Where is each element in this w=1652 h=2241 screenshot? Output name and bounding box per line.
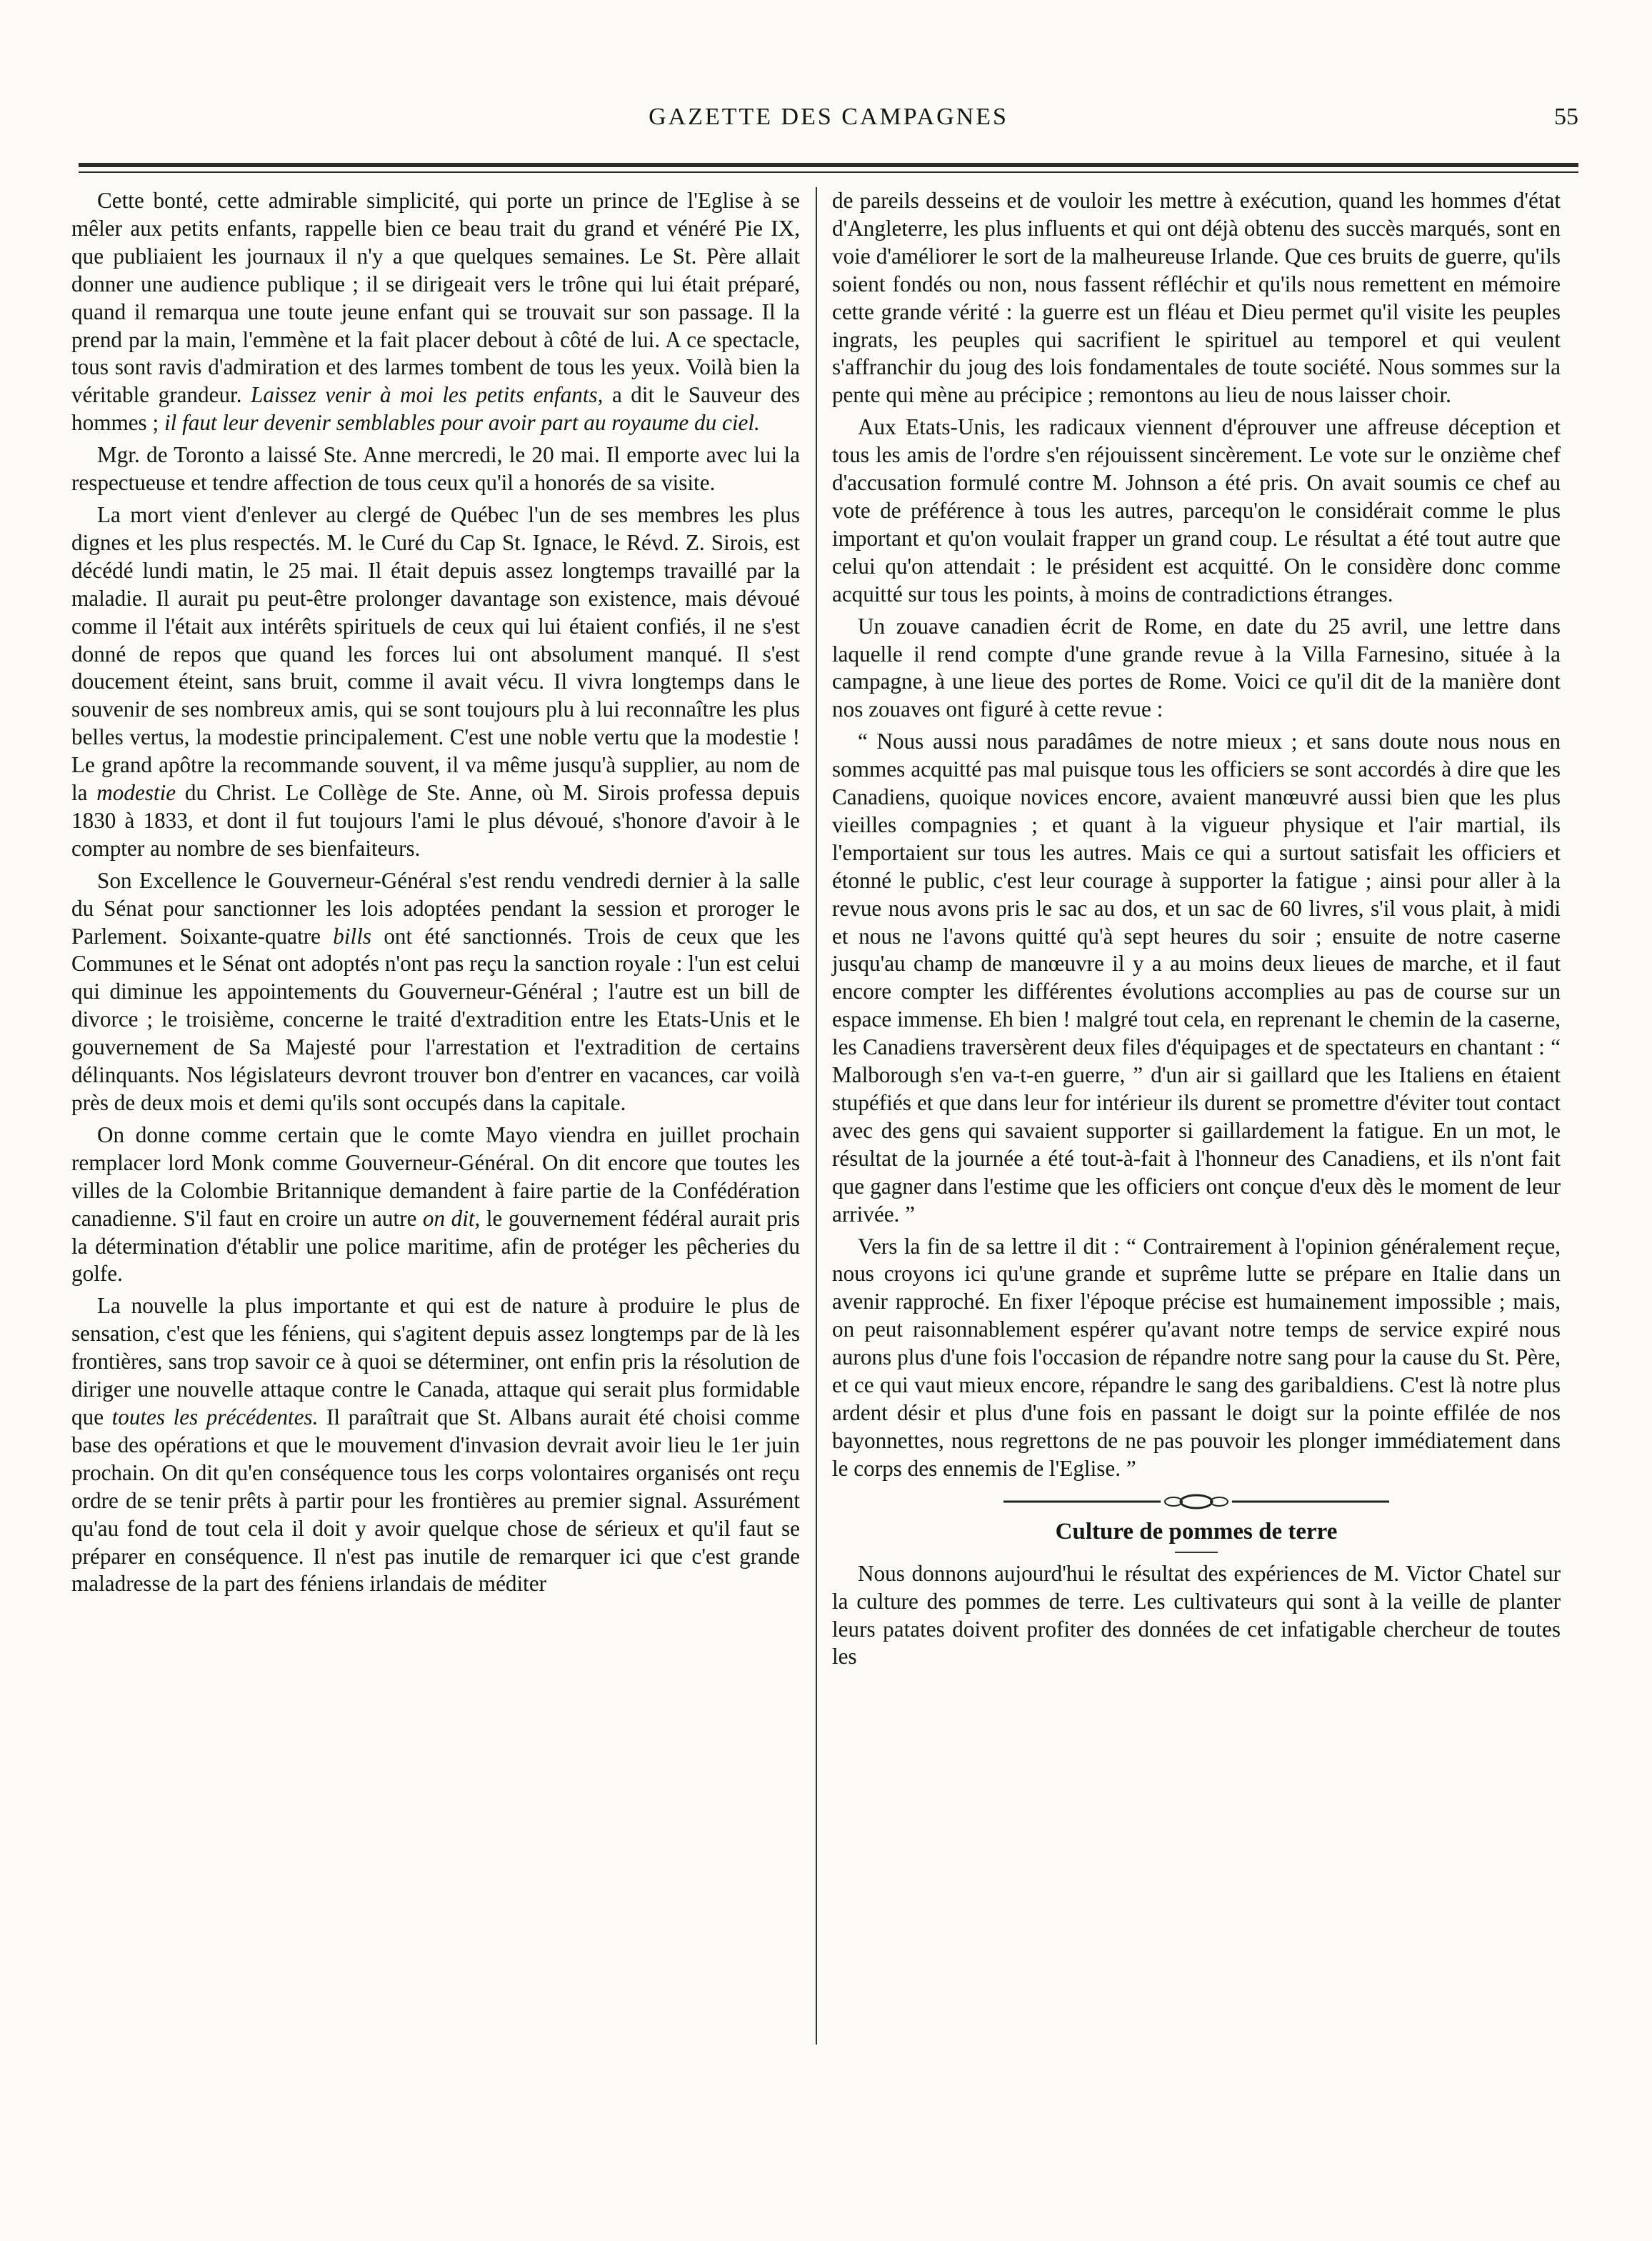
article-paragraph (832, 728, 1561, 1228)
article-paragraph (71, 441, 800, 497)
paragraph-text: Il paraîtrait que St. Albans aurait été choisi comme base des opérations et que le mouvement d'invasion devrait avoir lieu le 1er juin prochain. On dit qu'en conséquence tous les corps volontaires organisés ont reçu ordre de se tenir prêts à partir pour les frontières au premier signal. Assurément qu'au fond de tout cela il doit y avoir quelque chose de sérieux et qu'il faut se préparer en conséquence. Il n'est pas inutile de remarquer ici que c'est grande maladresse de la part des féniens irlandais de méditer (71, 1404, 800, 1597)
article-paragraph (832, 187, 1561, 409)
paragraph-text: Un zouave canadien écrit de Rome, en date du 25 avril, une lettre dans laquelle il rend compte d'une grande revue à la Villa Farnesino, située à la campagne, à une lieue des portes de Rome. Voici ce qu'il dit de la manière dont nos zouaves ont figuré à cette revue : (832, 613, 1561, 722)
article-paragraph (71, 187, 800, 437)
section-title-rule (1175, 1552, 1218, 1553)
paragraph-text: La mort vient d'enlever au clergé de Québec l'un de ses membres les plus dignes et les plus respectés. M. le Curé du Cap St. Ignace, le Révd. Z. Sirois, est décédé lundi matin, le 25 mai. Il était depuis assez longtemps travaillé par la maladie. Il aurait pu peut-être prolonger davantage son existence, mais dévoué comme il l'était aux intérêts spirituels de ceux qui lui étaient confiés, il ne s'est donné de repos que quand les forces lui ont absolument manqué. Il s'est doucement éteint, sans bruit, comme il avait vécu. Il vivra longtemps dans le souvenir de ses nombreux amis, qui se sont toujours plu à lui reconnaître les plus belles vertus, la modestie principalement. C'est une noble vertu que la modestie ! Le grand apôtre la recommande souvent, il va même jusqu'à supplier, au nom de la (71, 501, 800, 806)
article-paragraph (832, 414, 1561, 608)
paragraph-text: ont été sanctionnés. Trois de ceux que les Communes et le Sénat ont adoptés n'ont pas reçu la sanction royale : l'un est celui qui diminue les appointements du Gouverneur-Général ; l'autre est un bill de divorce ; le troisième, concerne le traité d'extradition entre les Etats-Unis et le gouvernement de Sa Majesté pour l'arrestation et l'extradition de certains délinquants. Nos législateurs devront trouver bon d'entrer en vacances, car voilà près de deux mois et demi qu'ils sont occupés dans la capitale. (71, 923, 801, 1115)
article-paragraph (71, 501, 800, 863)
paragraph-text: “ Nous aussi nous paradâmes de notre mieux ; et sans doute nous nous en sommes acquitté pas mal puisque tous les officiers se sont accordés à dire que les Canadiens, quoique novices encore, avaient manœuvré aussi bien que les plus vieilles compagnies ; et quant à la vigueur physique et l'air martial, ils l'emportaient sur tous les autres. Mais ce qui a surtout satisfait les officiers et étonné le public, c'est leur courage à supporter la fatigue ; ainsi pour aller à la revue nous avons pris le sac au dos, et un sac de 60 livres, s'il vous plait, à midi et nous ne l'avons quitté qu'à sept heures du soir ; ensuite de notre caserne jusqu'au champ de manœuvre il y a au moins deux lieues de marche, et il faut encore compter les différentes évolutions accomplies au pas de course sur un espace immense. Eh bien ! malgré tout cela, en reprenant le chemin de la caserne, les Canadiens traversèrent deux files d'équipages et de spectateurs en chantant : “ Malborough s'en va-t-en guerre, ” d'un air si gaillard que les Italiens en étaient stupéfiés et que dans leur for intérieur ils durent se promettre d'éviter tout contact avec des gens qui savaient supporter si gaillardement la fatigue. En un mot, le résultat de la journée a été tout-à-fait à l'honneur des Canadiens, et ils n'ont fait que gagner dans l'estime que les officiers ont conçue d'eux dès le moment de leur arrivée. ” (832, 729, 1561, 1227)
header-rule-thick (79, 163, 1578, 167)
section-title: Culture de pommes de terre (1055, 1518, 1338, 1544)
emphasis-text: bills (333, 923, 372, 949)
article-paragraph (71, 867, 800, 1117)
page-header (79, 104, 1578, 146)
running-title: GAZETTE DES CAMPAGNES (649, 104, 1008, 130)
scripture-quote: Laissez venir à moi les petits enfants, (251, 382, 604, 408)
paragraph-text: Mgr. de Toronto a laissé Ste. Anne mercredi, le 20 mai. Il emporte avec lui la respectueuse et tendre affection de tous ceux qu'il a honorés de sa visite. (71, 442, 800, 496)
right-column (832, 187, 1561, 1671)
paragraph-text: Nous donnons aujourd'hui le résultat des expériences de M. Victor Chatel sur la culture des pommes de terre. Les cultivateurs qui sont à la veille de planter leurs patates doivent profiter des données de cet infatigable chercheur de toutes les (832, 1560, 1561, 1669)
emphasis-text: modestie (96, 780, 176, 806)
paragraph-text: le gouvernement fédéral aurait pris la détermination d'établir une police maritime, afin de protéger les pêcheries du golfe. (71, 1205, 801, 1287)
paragraph-text: de pareils desseins et de vouloir les mettre à exécution, quand les hommes d'état d'Angleterre, les plus influents et qui ont déjà obtenu des succès marqués, sont en voie d'améliorer le sort de la malheureuse Irlande. Que ces bruits de guerre, qu'ils soient fondés ou non, nous fassent réfléchir et qu'ils nous remettent en mémoire cette grande vérité : la guerre est un fléau et Dieu permet qu'il visite les peuples ingrats, les peuples qui sacrifient le spirituel au temporel et qui veulent s'affranchir du joug des lois fondamentales de toute société. Nous sommes sur la pente qui mène au précipice ; remontons au lieu de nous laisser choir. (832, 188, 1561, 408)
paragraph-text: Son Excellence le Gouverneur-Général s'est rendu vendredi dernier à la salle du Sénat pour sanctionner les lois adoptées pendant la session et proroger le Parlement. Soixante-quatre (71, 867, 800, 949)
paragraph-text: Vers la fin de sa lettre il dit : “ Contrairement à l'opinion généralement reçue, nous croyons ici qu'une grande et suprême lutte se prépare en Italie dans un avenir rapproché. En fixer l'époque précise est humainement impossible ; mais, on peut raisonnablement espérer qu'avant notre temps de service expiré nous aurons plus d'une fois l'occasion de répandre notre sang pour la cause du St. Père, et ce qui vaut mieux encore, répandre le sang des garibaldiens. C'est là notre plus ardent désir et plus d'une fois en passant le doigt sur la pointe effilée de nos bayonnettes, nous regrettons de ne pas pouvoir les plonger immédiatement dans le corps des ennemis de l'Eglise. ” (832, 1233, 1561, 1481)
paragraph-text: Aux Etats-Unis, les radicaux viennent d'éprouver une affreuse déception et tous les amis de l'ordre s'en réjouissent sincèrement. Le vote sur le onzième chef d'accusation formulé contre M. Johnson a été pris. On avait soumis ce chef au vote de préférence à tous les autres, parcequ'on le considérait comme le plus important et qu'on voulait frapper un grand coup. Le résultat a été tout autre que celui qu'on attendait : le président est acquitté. On le considère donc comme acquitté sur tous les points, à moins de contradictions étranges. (832, 414, 1561, 607)
article-paragraph (71, 1122, 800, 1288)
article-paragraph (71, 1292, 800, 1598)
paragraph-text: La nouvelle la plus importante et qui est de nature à produire le plus de sensation, c'est que les féniens, qui s'agitent depuis assez longtemps par de là les frontières, sans trop savoir ce à quoi se déterminer, ont enfin pris la résolution de diriger une nouvelle attaque contre le Canada, attaque qui serait plus formidable que (71, 1293, 800, 1429)
page-number: 55 (1554, 104, 1578, 130)
left-column (71, 187, 800, 1598)
paragraph-text: du Christ. Le Collège de Ste. Anne, où M. Sirois professa depuis 1830 à 1833, et dont il fut toujours l'ami le plus dévoué, s'honore d'avoir à le compter au nombre de ses bienfaiteurs. (71, 780, 800, 861)
article-paragraph (832, 1233, 1561, 1483)
scripture-quote: il faut leur devenir semblables pour avoir part au royaume du ciel. (164, 410, 760, 436)
paragraph-text: Cette bonté, cette admirable simplicité, qui porte un prince de l'Eglise à se mêler aux petits enfants, rappelle bien ce beau trait du grand et vénéré Pie IX, que publiaient les journaux il n'y a que quelques semaines. Le St. Père allait donner une audience publique ; il se dirigeait vers le trône qui lui était préparé, quand il remarqua une toute jeune enfant qui se trouvait sur son passage. Il la prend par la main, l'emmène et la fait placer debout à côté de lui. A ce spectacle, tous sont ravis d'admiration et des larmes tombent de tous les yeux. Voilà bien la véritable grandeur. (71, 188, 800, 408)
article-paragraph (832, 1560, 1561, 1672)
emphasis-text: toutes les précédentes. (111, 1404, 319, 1429)
emphasis-text: on dit, (422, 1205, 481, 1231)
paragraph-text: a dit le Sauveur des hommes ; (71, 382, 801, 436)
section-ornament (996, 1493, 1396, 1510)
article-paragraph (832, 613, 1561, 724)
column-divider (816, 187, 817, 2045)
header-rule-thin (79, 171, 1578, 173)
paragraph-text: On donne comme certain que le comte Mayo viendra en juillet prochain remplacer lord Monk comme Gouverneur-Général. On dit encore que toutes les villes de la Colombie Britannique demandent à faire partie de la Confédération canadienne. S'il faut en croire un autre (71, 1122, 800, 1231)
